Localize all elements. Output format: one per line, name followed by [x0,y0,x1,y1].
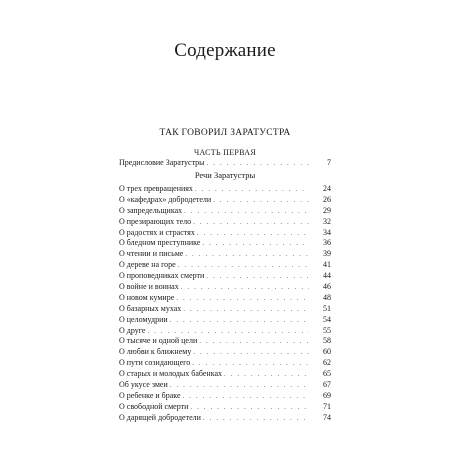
dot-leader [178,260,309,271]
toc-entry [119,184,331,195]
toc-entry-page: 48 [323,292,331,302]
dot-leader [185,249,309,260]
dot-leader [213,195,309,206]
dot-leader [193,347,309,358]
toc-entry-page: 44 [323,271,331,281]
toc-entry [119,260,331,271]
toc-entry-label: О дереве на горе [119,260,176,270]
toc-entry-page: 46 [323,282,331,292]
section-title: Речи Заратустры [194,170,256,180]
toc-entry [119,315,331,326]
toc-entry-page: 29 [323,205,331,215]
toc-entry-page: 71 [323,401,331,411]
toc-entry-label: Об укусе змеи [119,380,168,390]
toc-entry [119,293,331,304]
dot-leader [193,217,309,228]
toc-entry-label: О запредельщиках [119,205,183,215]
toc-entry-page: 55 [323,325,331,335]
dot-leader [199,336,309,347]
dot-leader [190,402,309,413]
toc-entry [119,326,331,337]
toc-entry-page: 24 [323,184,331,193]
toc-entry-label: О трех превращениях [119,184,193,193]
dot-leader [176,293,309,304]
toc-entry [119,195,331,206]
toc-entry-label: О старых и молодых бабенках [119,369,223,379]
toc-list [119,184,331,424]
toc-entry-label: О свободной смерти [119,401,189,411]
toc-entry [119,249,331,260]
toc-entry-page: 32 [323,216,331,226]
toc-entry [119,282,331,293]
toc-entry-label: О «кафедрах» добродетели [119,194,212,204]
toc-entry-label: Предисловие Заратустры [119,158,205,167]
toc-entry-page: 7 [327,158,331,167]
dot-leader [170,380,309,391]
toc-entry-page: 36 [323,238,331,248]
toc-entry-label: О тысяче и одной цели [119,336,198,346]
toc-entry [119,228,331,239]
toc-entry-label: О новом кумире [119,292,175,302]
toc-entry-page: 67 [323,380,331,390]
toc-entry-label: О ребенке и браке [119,390,181,400]
toc-entry [119,206,331,217]
toc-entry [119,391,331,402]
toc-entry-label: О пути созидающего [119,358,191,368]
toc-entry-label: О проповедниках смерти [119,271,205,281]
dot-leader [184,206,309,217]
dot-leader [183,304,309,315]
toc-entry [119,369,331,380]
toc-entry-label: О друге [119,325,146,335]
toc-entry-label: О дарящей добродетели [119,412,201,422]
toc-preface [119,158,331,169]
toc-entry [119,358,331,369]
toc-entry [119,271,331,282]
toc-entry [119,238,331,249]
dot-leader [207,158,309,169]
toc-entry [119,347,331,358]
toc-entry-page: 69 [323,390,331,400]
toc-entry [119,402,331,413]
toc-entry [119,336,331,347]
dot-leader [224,369,309,380]
toc-entry-page: 60 [323,347,331,357]
dot-leader [203,413,309,424]
toc-entry-page: 58 [323,336,331,346]
toc-entry-label: О любви к ближнему [119,347,192,357]
toc-entry-page: 74 [323,412,331,422]
toc-entry-label: О бледном преступнике [119,238,201,248]
toc-entry-page: 34 [323,227,331,237]
toc-entry-page: 51 [323,303,331,313]
dot-leader [195,184,309,195]
toc-entry-page: 39 [323,249,331,259]
toc-entry-page: 41 [323,260,331,270]
toc-entry [119,304,331,315]
toc-entry-page: 65 [323,369,331,379]
toc-entry-label: О презирающих тело [119,216,192,226]
toc-entry-page: 54 [323,314,331,324]
dot-leader [202,238,309,249]
toc-entry-page: 62 [323,358,331,368]
dot-leader [206,271,309,282]
toc-entry [119,413,331,424]
book-title: ТАК ГОВОРИЛ ЗАРАТУСТРА [159,128,291,138]
page-title: Содержание [174,40,276,61]
toc-entry-label: О целомудрии [119,314,168,324]
toc-entry-preface [119,158,331,169]
toc-entry [119,217,331,228]
toc-entry-label: О радостях и страстях [119,227,195,237]
toc-entry-label: О базарных мухах [119,303,182,313]
dot-leader [181,282,309,293]
toc-entry-label: О войне и воинах [119,282,179,292]
toc-entry-page: 26 [323,194,331,204]
toc-entry-label: О чтении и письме [119,249,184,259]
part-title: ЧАСТЬ ПЕРВАЯ [193,148,257,157]
dot-leader [192,358,309,369]
dot-leader [197,228,309,239]
dot-leader [147,326,309,337]
toc-entry [119,380,331,391]
dot-leader [183,391,309,402]
dot-leader [170,315,309,326]
